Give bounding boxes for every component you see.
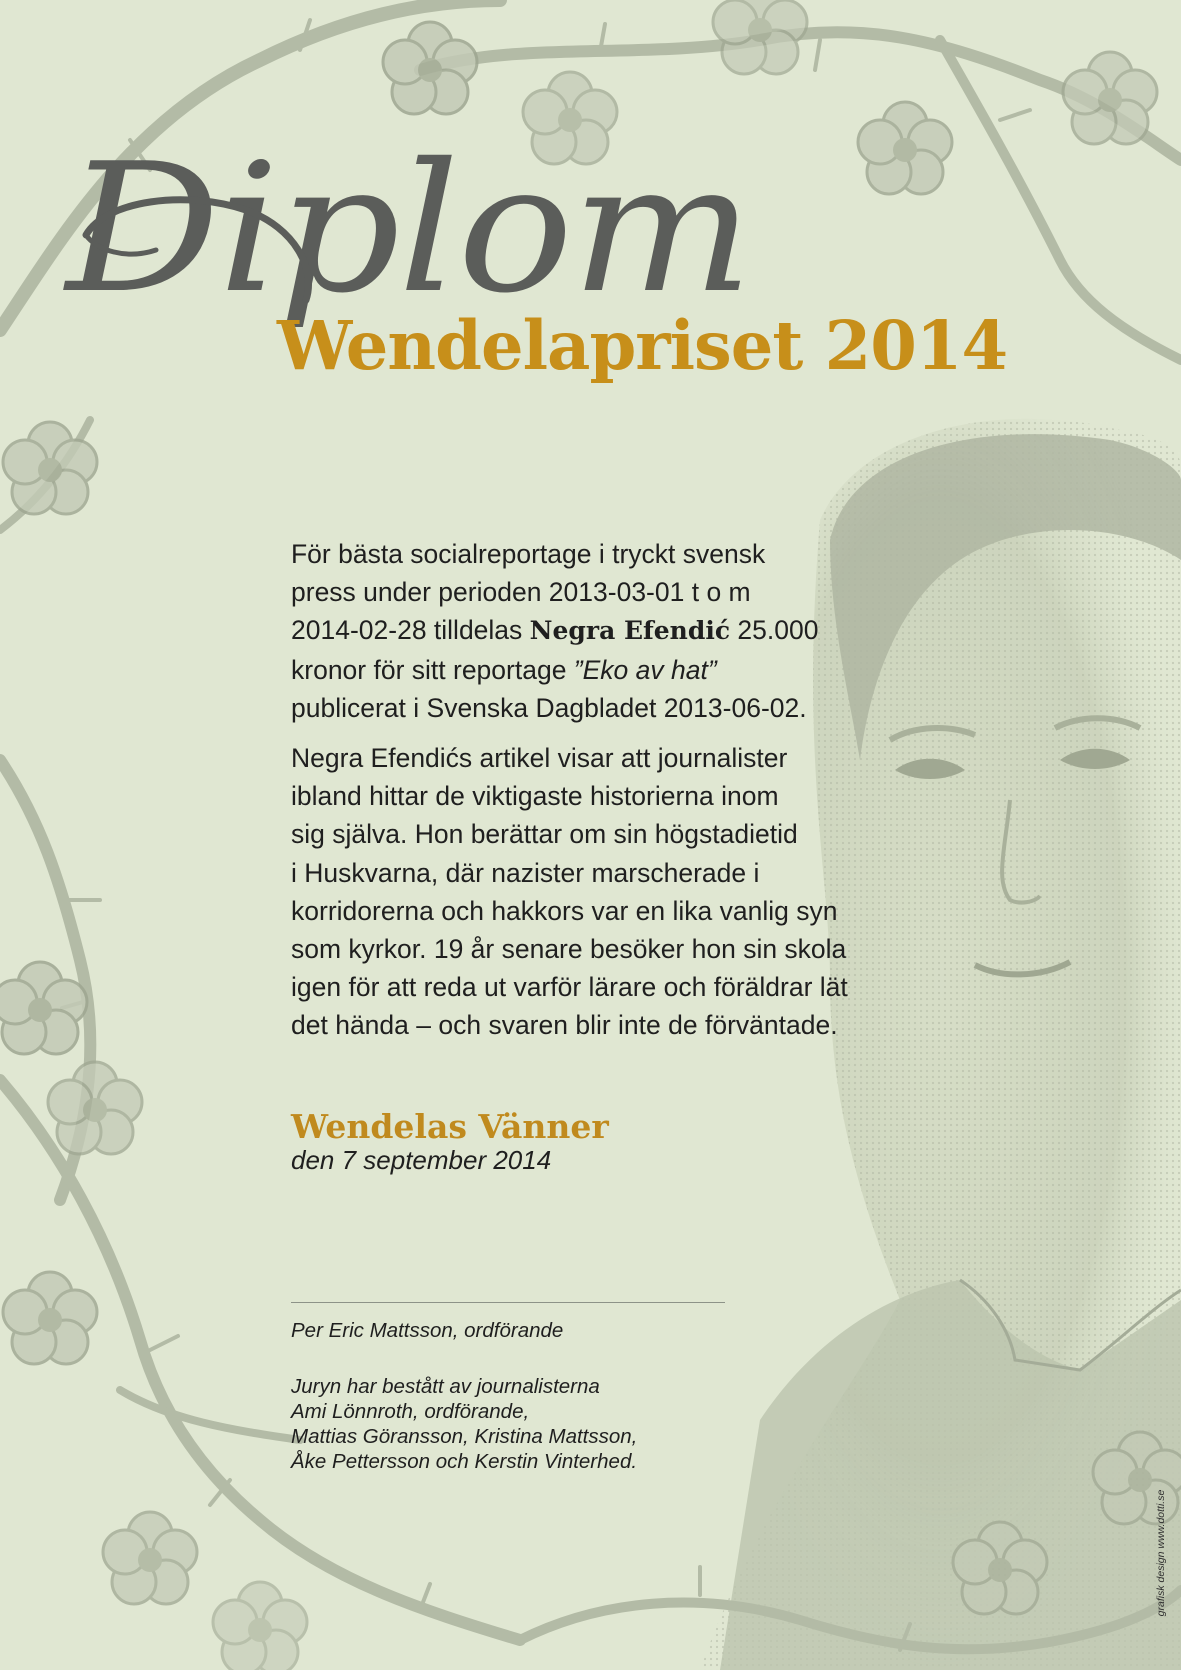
jury-line: Ami Lönnroth, ordförande, [291, 1400, 530, 1423]
title-block [66, 125, 1046, 410]
issuer-name: Wendelas Vänner [291, 1107, 609, 1146]
citation-paragraph-motivation [291, 739, 891, 1045]
text-line [291, 611, 891, 650]
signature-line [291, 1302, 725, 1303]
text-line: sig själva. Hon berättar om sin högstadietid [291, 819, 798, 850]
text-line: det hända – och svaren blir inte de förväntade. [291, 1010, 838, 1041]
text-fragment: 25.000 [730, 615, 819, 646]
text-line: i Huskvarna, där nazister marscherade i [291, 857, 760, 888]
citation-paragraph-award [291, 535, 891, 727]
signatory: Per Eric Mattsson, ordförande [291, 1319, 564, 1342]
text-line: korridorerna och hakkors var en lika vanlig syn [291, 895, 838, 926]
citation-text [291, 535, 891, 1057]
jury-list [291, 1374, 637, 1474]
signature-block [291, 1318, 637, 1474]
text-line: som kyrkor. 19 år senare besöker hon sin skola [291, 934, 847, 965]
article-title: ”Eko av hat” [573, 654, 717, 685]
jury-line: Mattias Göransson, Kristina Mattsson, [291, 1425, 638, 1448]
text-line: ibland hittar de viktigaste historierna inom [291, 781, 779, 812]
design-credit [1151, 1468, 1171, 1638]
text-fragment: kronor för sitt reportage [291, 654, 574, 685]
text-fragment: 2014-02-28 tilldelas [291, 615, 530, 646]
issue-date: den 7 september 2014 [291, 1144, 552, 1175]
award-title: Wendelapriset 2014 [277, 306, 1008, 385]
issuer-block [291, 1107, 609, 1176]
text-line: press under perioden 2013-03-01 t o m [291, 577, 751, 608]
text-line: publicerat i Svenska Dagbladet 2013-06-02. [291, 692, 807, 723]
jury-line: Juryn har bestått av journalisterna [291, 1375, 600, 1398]
jury-line: Åke Pettersson och Kerstin Vinterhed. [291, 1450, 638, 1473]
text-line: igen för att reda ut varför lärare och föräldrar lät [291, 972, 848, 1003]
text-line: Negra Efendićs artikel visar att journalister [291, 743, 788, 774]
text-line [291, 651, 891, 689]
text-line: För bästa socialreportage i tryckt svensk [291, 539, 766, 569]
diplom-script-title: Diplom [66, 125, 752, 332]
design-credit-text: grafisk design www.dotti.se [1155, 1489, 1167, 1617]
recipient-name: Negra Efendić [529, 616, 731, 646]
